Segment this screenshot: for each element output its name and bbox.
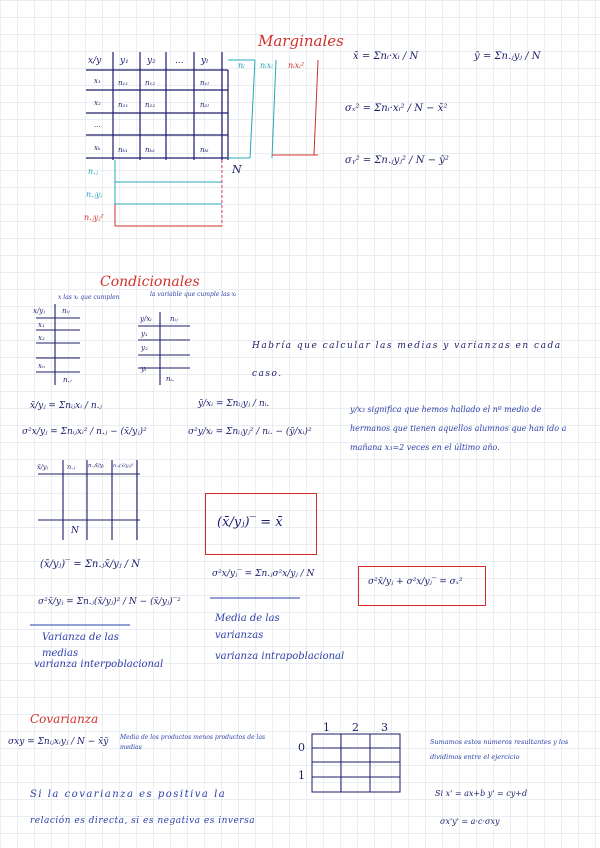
marginales-header-y2: y₂ [147,56,156,66]
col-label-ni: nᵢ [238,61,245,70]
condicionales-title: Condicionales [100,274,200,290]
condicionales-note-right: la variable que cumple las xᵢ [150,291,237,298]
right-table-total: nᵢ. [166,375,175,383]
cov-grid-row-0: 0 [298,741,305,754]
marginales-row2-cl: n₂ₗ [200,101,210,109]
marginales-row2-c1: n₂₁ [118,101,129,109]
covarianza-note: Media de los productos menos productos de las medias [120,734,266,751]
formula-cond-mean-y: ȳ/xᵢ = Σnᵢⱼyⱼ / nᵢ. [198,399,270,409]
formula-cond-var-x: σ²x/yⱼ = Σnᵢⱼxᵢ² / n.ⱼ − (x̄/yⱼ)² [22,427,147,437]
cov-grid-col-3: 3 [381,721,388,734]
small-table-h1: n.ⱼ [67,463,75,471]
condicionales-statement: Habría que calcular las medias y varianzas en cada caso. [252,341,562,379]
marginales-row1-x: x₁ [94,77,101,85]
varianza-intrapoblacional: varianza intrapoblacional [215,651,345,662]
left-table-total: n.ⱼ [63,376,72,384]
right-table-header-n: nᵢⱼ [170,315,178,323]
right-table-y2: y₂ [141,344,148,352]
right-table-yl: yₗ [141,365,147,373]
formula-var-y: σᵧ² = Σn.ⱼyⱼ² / N − ȳ² [345,155,449,166]
row-label-njyj2: n.ⱼyⱼ² [84,213,104,222]
right-table-header-y: y/xᵢ [140,315,152,323]
formula-cond-mean-x: x̄/yⱼ = Σnᵢⱼxᵢ / n.ⱼ [30,401,102,411]
marginales-header-y1: y₁ [120,56,129,66]
small-table-h3: n.ⱼ(x̄/yⱼ)² [113,463,134,469]
var-of-means-note: Varianza de las medias [42,632,119,659]
marginales-row1-c2: n₁₂ [145,79,156,87]
col-label-nixi2: nᵢxᵢ² [288,61,305,70]
cov-grid-col-1: 1 [323,721,330,734]
small-table-h2: n.ⱼx̄/yⱼ [88,463,105,469]
marginales-total-N: N [232,163,242,176]
condicionales-note-left: x las xᵢ que cumplen [58,294,120,301]
marginales-row4-cl: nₖₗ [200,146,209,154]
boxed-decomposition: σ²x̄/yⱼ + σ²x/yⱼ‾ = σₓ² [368,577,463,587]
marginales-row4-x: xₖ [94,144,101,152]
left-table-x1: x₁ [38,321,45,329]
left-table-header-x: x/yⱼ [33,307,46,315]
formula-mean-of-means: (x̄/yⱼ)‾ = Σn.ⱼx̄/yⱼ / N [40,559,140,570]
marginales-header-xy: x/y [88,56,102,66]
marginales-row1-cl: n₁ₗ [200,79,210,87]
formula-mean-y: ȳ = Σn.ⱼyⱼ / N [474,51,541,62]
formula-mean-x: x̄ = Σnᵢ·xᵢ / N [353,51,419,62]
left-table-xn: xₙ [38,362,45,370]
marginales-title: Marginales [258,32,344,50]
boxed-identity: (x̄/yⱼ)‾ = x̄ [217,515,283,530]
formula-var-x: σₓ² = Σnᵢ·xᵢ² / N − x̄² [345,103,448,114]
left-table-x2: x₂ [38,334,45,342]
covarianza-title: Covarianza [30,712,99,726]
covarianza-transform: σx'y' = a·c·σxy [440,817,500,826]
right-table-y1: y₁ [141,330,148,338]
cov-grid-row-1: 1 [298,769,305,782]
condicionales-meaning: y/x₃ significa que hemos hallado el nº medio de hermanos que tienen aquellos alumnos que han ido a mañana x₃=2 veces en el último año. [350,405,567,452]
cov-grid-col-2: 2 [352,721,359,734]
small-table-total: N [71,526,79,536]
covarianza-side-note: Sumamos estos números resultantes y los dividimos entre el ejercicio [430,738,569,761]
covarianza-relation: relación es directa, si es negativa es inversa [30,816,256,826]
covarianza-positive: Si la covarianza es positiva la [30,789,227,800]
row-label-njyj: n.ⱼyⱼ [86,190,103,199]
formula-var-of-means: σ²x̄/yⱼ = Σn.ⱼ(x̄/yⱼ)² / N − (x̄/yⱼ)‾² [38,597,181,607]
covarianza-change-of-var: Si x' = ax+b y' = cy+d [435,789,528,798]
marginales-header-yl: yₗ [201,56,209,66]
col-label-nixi: nᵢxᵢ [260,61,273,70]
marginales-row2-x: x₂ [94,99,101,107]
small-table-h0: x̄/yⱼ [37,463,49,471]
formula-mean-of-vars: σ²x/yⱼ‾ = Σn.ⱼσ²x/yⱼ / N [212,569,315,579]
marginales-row4-c2: nₖ₂ [145,146,155,154]
marginales-row2-c2: n₂₂ [145,101,156,109]
covarianza-formula: σxy = Σnᵢⱼxᵢyⱼ / N − x̄ȳ [8,737,109,747]
marginales-row1-c1: n₁₁ [118,79,129,87]
marginales-header-dots: ... [175,56,184,66]
left-table-header-n: nᵢⱼ [62,307,70,315]
marginales-row4-c1: nₖ₁ [118,146,128,154]
varianza-interpoblacional: varianza interpoblacional [34,659,164,670]
row-label-nj: n.ⱼ [88,167,98,176]
formula-cond-var-y: σ²y/xᵢ = Σnᵢⱼyⱼ² / nᵢ. − (ȳ/xᵢ)² [188,427,312,437]
mean-of-vars-note: Media de las varianzas [215,613,280,641]
marginales-row3-dots: ... [94,121,101,129]
